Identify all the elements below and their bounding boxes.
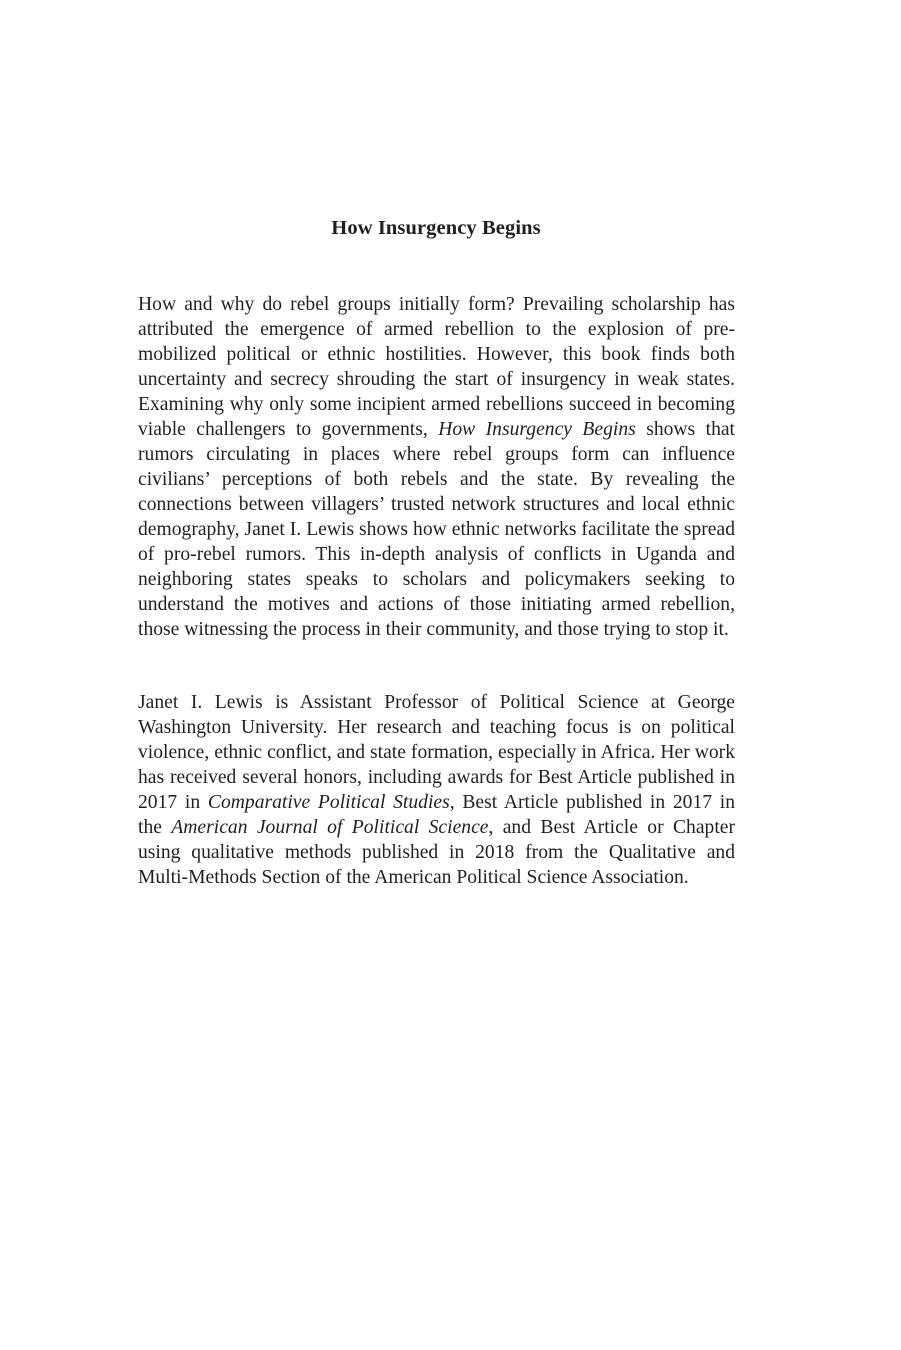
page-title: How Insurgency Begins [331,217,541,239]
author-bio [138,690,735,890]
bio-text-1: Janet I. Lewis is Assistant Professor of Political Science at George Washington University. Her research and teaching focus is on political violence, ethnic conflict, and state formation, especially in Africa. Her work has received several honors, including awards for Best Article published in 2017 in [138,692,735,813]
bio-text-3: , and Best Article or Chapter using qualitative methods published in 2018 from the Qualitative and Multi-Methods Section of the American Political Science Association. [138,817,736,888]
bio-journal-2: American Journal of Political Science [171,817,489,838]
description-text-1: How and why do rebel groups initially form? Prevailing scholarship has attributed the emergence of armed rebellion to the explosion of pre-mobilized political or ethnic hostilities. However, this book finds both uncertainty and secrecy shrouding the start of insurgency in weak states. Examining why only some incipient armed rebellions succeed in becoming viable challengers to governments, [138,294,735,440]
bio-text-2: , Best Article published in 2017 in the [138,792,735,838]
bio-journal-1: Comparative Political Studies [207,792,450,813]
book-description [138,292,735,642]
description-text-2: shows that rumors circulating in places where rebel groups form can influence civilians’ perceptions of both rebels and the state. By revealing the connections between villagers’ trusted network structures and local ethnic demography, Janet I. Lewis shows how ethnic networks facilitate the spread of pro-rebel rumors. This in-depth analysis of conflicts in Uganda and neighboring states speaks to scholars and policymakers seeking to understand the motives and actions of those initiating armed rebellion, those witnessing the process in their community, and those trying to stop it. [138,419,735,640]
description-book-title: How Insurgency Begins [438,419,636,440]
